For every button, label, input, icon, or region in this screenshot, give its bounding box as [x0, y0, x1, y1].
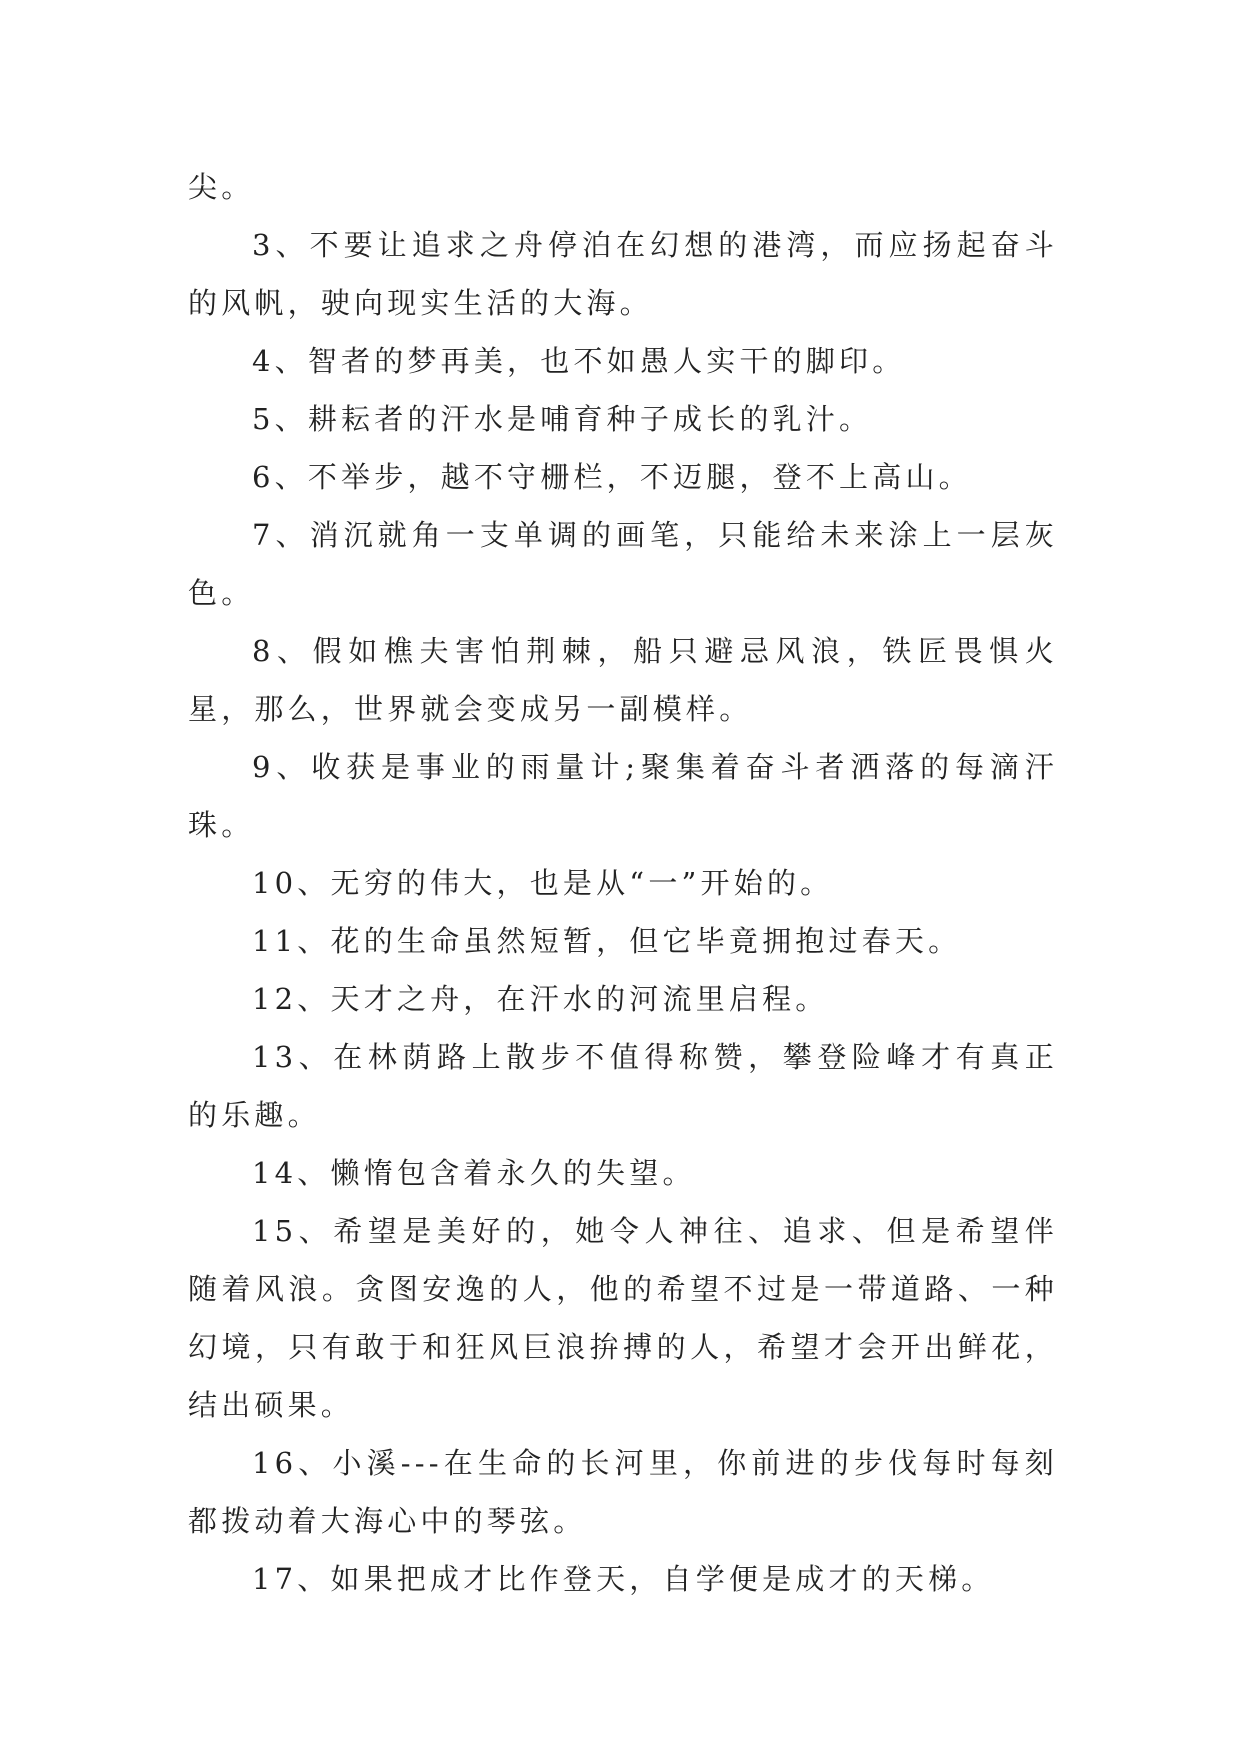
quote-item-11: 11、花的生命虽然短暂，但它毕竟拥抱过春天。	[252, 924, 962, 958]
quote-item-8: 8、假如樵夫害怕荆棘，船只避忌风浪，铁匠畏惧火星，那么，世界就会变成另一副模样。	[188, 634, 1058, 726]
quote-item-3: 3、不要让追求之舟停泊在幻想的港湾，而应扬起奋斗的风帆，驶向现实生活的大海。	[188, 228, 1058, 320]
quote-item-17: 17、如果把成才比作登天，自学便是成才的天梯。	[252, 1562, 995, 1596]
quote-item-14: 14、懒惰包含着永久的失望。	[252, 1156, 696, 1190]
quote-item-16: 16、小溪---在生命的长河里，你前进的步伐每时每刻都拨动着大海心中的琴弦。	[188, 1446, 1058, 1538]
quote-item-5: 5、耕耘者的汗水是哺育种子成长的乳汁。	[252, 402, 873, 436]
document-body	[188, 158, 1058, 1608]
quote-item-9: 9、收获是事业的雨量计;聚集着奋斗者洒落的每滴汗珠。	[188, 750, 1058, 842]
paragraph-continuation: 尖。	[188, 170, 255, 204]
quote-item-4: 4、智者的梦再美，也不如愚人实干的脚印。	[252, 344, 906, 378]
quote-item-7: 7、消沉就角一支单调的画笔，只能给未来涂上一层灰色。	[188, 518, 1058, 610]
quote-item-10: 10、无穷的伟大，也是从“一”开始的。	[252, 866, 834, 900]
quote-item-15: 15、希望是美好的，她令人神往、追求、但是希望伴随着风浪。贪图安逸的人，他的希望不过是一带道路、一种幻境，只有敢于和狂风巨浪拚搏的人，希望才会开出鲜花，结出硕果。	[188, 1214, 1058, 1422]
quote-item-6: 6、不举步，越不守栅栏，不迈腿，登不上高山。	[252, 460, 972, 494]
quote-item-13: 13、在林荫路上散步不值得称赞，攀登险峰才有真正的乐趣。	[188, 1040, 1058, 1132]
quote-item-12: 12、天才之舟，在汗水的河流里启程。	[252, 982, 829, 1016]
